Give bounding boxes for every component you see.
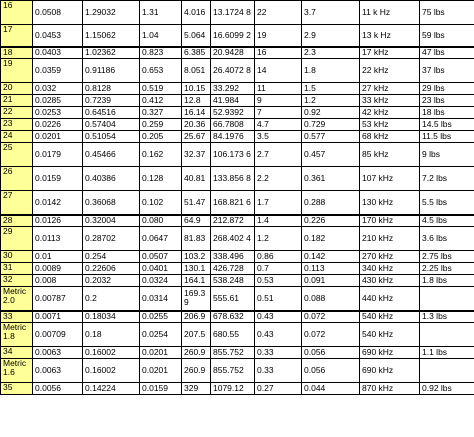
- breaking-force-cell: 1.1 lbs: [420, 347, 474, 359]
- max-amps-power-cell: 0.088: [302, 287, 360, 311]
- diameter-inches-cell: 0.0113: [33, 227, 83, 251]
- ohms-per-km-cell: 260.9: [182, 359, 211, 383]
- area-mm2-cell: 1.04: [140, 25, 182, 47]
- ohms-per-1000ft-cell: 855.752: [211, 347, 255, 359]
- ohms-per-km-cell: 206.9: [182, 311, 211, 323]
- ohms-per-1000ft-cell: 855.752: [211, 359, 255, 383]
- awg-gauge-cell: 16: [1, 1, 33, 25]
- ohms-per-1000ft-cell: 52.9392: [211, 107, 255, 119]
- awg-gauge-cell: 27: [1, 191, 33, 215]
- max-amps-chassis-cell: 0.51: [255, 287, 302, 311]
- max-amps-power-cell: 3.7: [302, 1, 360, 25]
- max-amps-chassis-cell: 22: [255, 1, 302, 25]
- table-row: [1, 323, 474, 347]
- diameter-inches-cell: 0.0403: [33, 47, 83, 59]
- awg-gauge-cell: 29: [1, 227, 33, 251]
- max-amps-chassis-cell: 19: [255, 25, 302, 47]
- breaking-force-cell: [420, 287, 474, 311]
- awg-gauge-cell: 30: [1, 251, 33, 263]
- max-frequency-cell: 13 k Hz: [360, 25, 420, 47]
- area-mm2-cell: 0.0255: [140, 311, 182, 323]
- ohms-per-1000ft-cell: 84.1976: [211, 131, 255, 143]
- max-amps-power-cell: 1.8: [302, 59, 360, 83]
- table-row: [1, 275, 474, 287]
- table-row: [1, 107, 474, 119]
- max-amps-chassis-cell: 0.43: [255, 323, 302, 347]
- ohms-per-km-cell: 169.39: [182, 287, 211, 311]
- ohms-per-km-cell: 12.8: [182, 95, 211, 107]
- area-mm2-cell: 0.259: [140, 119, 182, 131]
- ohms-per-1000ft-cell: 426.728: [211, 263, 255, 275]
- diameter-inches-cell: 0.0142: [33, 191, 83, 215]
- awg-gauge-cell: 19: [1, 59, 33, 83]
- ohms-per-1000ft-cell: 168.821 6: [211, 191, 255, 215]
- diameter-inches-cell: 0.01: [33, 251, 83, 263]
- max-amps-power-cell: 0.457: [302, 143, 360, 167]
- breaking-force-cell: 14.5 lbs: [420, 119, 474, 131]
- max-amps-chassis-cell: 0.27: [255, 383, 302, 395]
- diameter-inches-cell: 0.0126: [33, 215, 83, 227]
- awg-gauge-cell: 23: [1, 119, 33, 131]
- awg-gauge-cell: 22: [1, 107, 33, 119]
- diameter-mm-cell: 0.7239: [83, 95, 140, 107]
- awg-gauge-cell: 26: [1, 167, 33, 191]
- max-amps-power-cell: 0.729: [302, 119, 360, 131]
- diameter-inches-cell: 0.0056: [33, 383, 83, 395]
- max-amps-power-cell: 0.091: [302, 275, 360, 287]
- max-amps-power-cell: 0.226: [302, 215, 360, 227]
- diameter-inches-cell: 0.0071: [33, 311, 83, 323]
- breaking-force-cell: 18 lbs: [420, 107, 474, 119]
- diameter-mm-cell: 0.22606: [83, 263, 140, 275]
- area-mm2-cell: 0.412: [140, 95, 182, 107]
- table-row: [1, 191, 474, 215]
- area-mm2-cell: 0.0507: [140, 251, 182, 263]
- diameter-mm-cell: 1.29032: [83, 1, 140, 25]
- max-amps-chassis-cell: 2.2: [255, 167, 302, 191]
- ohms-per-1000ft-cell: 212.872: [211, 215, 255, 227]
- awg-gauge-cell: 28: [1, 215, 33, 227]
- area-mm2-cell: 0.0314: [140, 287, 182, 311]
- diameter-mm-cell: 0.18034: [83, 311, 140, 323]
- breaking-force-cell: 47 lbs: [420, 47, 474, 59]
- max-frequency-cell: 68 kHz: [360, 131, 420, 143]
- max-amps-power-cell: 0.072: [302, 323, 360, 347]
- max-frequency-cell: 33 kHz: [360, 95, 420, 107]
- diameter-inches-cell: 0.00709: [33, 323, 83, 347]
- max-amps-power-cell: 0.072: [302, 311, 360, 323]
- diameter-inches-cell: 0.008: [33, 275, 83, 287]
- max-frequency-cell: 85 kHz: [360, 143, 420, 167]
- ohms-per-1000ft-cell: 338.496: [211, 251, 255, 263]
- breaking-force-cell: 0.92 lbs: [420, 383, 474, 395]
- max-frequency-cell: 170 kHz: [360, 215, 420, 227]
- max-amps-chassis-cell: 7: [255, 107, 302, 119]
- ohms-per-km-cell: 6.385: [182, 47, 211, 59]
- max-frequency-cell: 53 kHz: [360, 119, 420, 131]
- awg-gauge-cell: 31: [1, 263, 33, 275]
- table-row: [1, 383, 474, 395]
- diameter-mm-cell: 0.254: [83, 251, 140, 263]
- awg-gauge-cell: Metric 1.6: [1, 359, 33, 383]
- ohms-per-km-cell: 130.1: [182, 263, 211, 275]
- max-frequency-cell: 440 kHz: [360, 287, 420, 311]
- ohms-per-1000ft-cell: 133.856 8: [211, 167, 255, 191]
- ohms-per-km-cell: 81.83: [182, 227, 211, 251]
- ohms-per-km-cell: 329: [182, 383, 211, 395]
- max-amps-power-cell: 2.9: [302, 25, 360, 47]
- breaking-force-cell: [420, 359, 474, 383]
- max-frequency-cell: 690 kHz: [360, 347, 420, 359]
- ohms-per-km-cell: 16.14: [182, 107, 211, 119]
- breaking-force-cell: 1.3 lbs: [420, 311, 474, 323]
- ohms-per-1000ft-cell: 66.7808: [211, 119, 255, 131]
- breaking-force-cell: 3.6 lbs: [420, 227, 474, 251]
- max-frequency-cell: 130 kHz: [360, 191, 420, 215]
- diameter-mm-cell: 0.36068: [83, 191, 140, 215]
- max-frequency-cell: 690 kHz: [360, 359, 420, 383]
- breaking-force-cell: 11.5 lbs: [420, 131, 474, 143]
- awg-gauge-cell: 33: [1, 311, 33, 323]
- max-amps-chassis-cell: 4.7: [255, 119, 302, 131]
- max-amps-chassis-cell: 0.33: [255, 347, 302, 359]
- diameter-inches-cell: 0.0508: [33, 1, 83, 25]
- table-row: [1, 1, 474, 25]
- max-frequency-cell: 430 kHz: [360, 275, 420, 287]
- ohms-per-km-cell: 4.016: [182, 1, 211, 25]
- ohms-per-km-cell: 260.9: [182, 347, 211, 359]
- breaking-force-cell: 75 lbs: [420, 1, 474, 25]
- diameter-mm-cell: 1.02362: [83, 47, 140, 59]
- max-amps-power-cell: 2.3: [302, 47, 360, 59]
- max-amps-power-cell: 0.577: [302, 131, 360, 143]
- breaking-force-cell: 1.8 lbs: [420, 275, 474, 287]
- area-mm2-cell: 0.327: [140, 107, 182, 119]
- area-mm2-cell: 0.162: [140, 143, 182, 167]
- max-amps-chassis-cell: 11: [255, 83, 302, 95]
- table-row: [1, 59, 474, 83]
- max-amps-power-cell: 0.182: [302, 227, 360, 251]
- max-frequency-cell: 270 kHz: [360, 251, 420, 263]
- max-amps-chassis-cell: 0.53: [255, 275, 302, 287]
- area-mm2-cell: 0.653: [140, 59, 182, 83]
- diameter-inches-cell: 0.0179: [33, 143, 83, 167]
- max-amps-power-cell: 1.2: [302, 95, 360, 107]
- max-amps-power-cell: 0.142: [302, 251, 360, 263]
- ohms-per-1000ft-cell: 538.248: [211, 275, 255, 287]
- max-amps-power-cell: 1.5: [302, 83, 360, 95]
- ohms-per-1000ft-cell: 680.55: [211, 323, 255, 347]
- table-row: [1, 263, 474, 275]
- awg-gauge-cell: 17: [1, 25, 33, 47]
- table-row: [1, 119, 474, 131]
- awg-gauge-cell: Metric 2.0: [1, 287, 33, 311]
- max-frequency-cell: 42 kHz: [360, 107, 420, 119]
- table-row: [1, 287, 474, 311]
- ohms-per-1000ft-cell: 33.292: [211, 83, 255, 95]
- max-amps-power-cell: 0.113: [302, 263, 360, 275]
- table-row: [1, 311, 474, 323]
- awg-gauge-cell: 21: [1, 95, 33, 107]
- max-frequency-cell: 11 k Hz: [360, 1, 420, 25]
- diameter-mm-cell: 0.28702: [83, 227, 140, 251]
- ohms-per-km-cell: 51.47: [182, 191, 211, 215]
- ohms-per-km-cell: 64.9: [182, 215, 211, 227]
- area-mm2-cell: 0.0201: [140, 359, 182, 383]
- area-mm2-cell: 0.205: [140, 131, 182, 143]
- diameter-mm-cell: 0.16002: [83, 347, 140, 359]
- diameter-mm-cell: 0.57404: [83, 119, 140, 131]
- diameter-inches-cell: 0.0063: [33, 347, 83, 359]
- diameter-inches-cell: 0.0201: [33, 131, 83, 143]
- max-amps-chassis-cell: 3.5: [255, 131, 302, 143]
- max-frequency-cell: 22 kHz: [360, 59, 420, 83]
- max-frequency-cell: 107 kHz: [360, 167, 420, 191]
- max-frequency-cell: 540 kHz: [360, 323, 420, 347]
- max-amps-chassis-cell: 0.7: [255, 263, 302, 275]
- ohms-per-km-cell: 207.5: [182, 323, 211, 347]
- awg-gauge-cell: 34: [1, 347, 33, 359]
- breaking-force-cell: 23 lbs: [420, 95, 474, 107]
- diameter-inches-cell: 0.0359: [33, 59, 83, 83]
- diameter-inches-cell: 0.00787: [33, 287, 83, 311]
- diameter-mm-cell: 0.16002: [83, 359, 140, 383]
- ohms-per-1000ft-cell: 41.984: [211, 95, 255, 107]
- area-mm2-cell: 0.0401: [140, 263, 182, 275]
- ohms-per-1000ft-cell: 555.61: [211, 287, 255, 311]
- max-amps-chassis-cell: 16: [255, 47, 302, 59]
- diameter-mm-cell: 0.64516: [83, 107, 140, 119]
- ohms-per-km-cell: 25.67: [182, 131, 211, 143]
- breaking-force-cell: 37 lbs: [420, 59, 474, 83]
- area-mm2-cell: 0.0159: [140, 383, 182, 395]
- diameter-mm-cell: 0.2: [83, 287, 140, 311]
- table-row: [1, 227, 474, 251]
- max-amps-chassis-cell: 1.2: [255, 227, 302, 251]
- area-mm2-cell: 0.519: [140, 83, 182, 95]
- table-body: [1, 1, 474, 395]
- table-row: [1, 251, 474, 263]
- breaking-force-cell: 7.2 lbs: [420, 167, 474, 191]
- ohms-per-km-cell: 164.1: [182, 275, 211, 287]
- diameter-mm-cell: 1.15062: [83, 25, 140, 47]
- breaking-force-cell: 29 lbs: [420, 83, 474, 95]
- diameter-mm-cell: 0.8128: [83, 83, 140, 95]
- max-amps-power-cell: 0.056: [302, 359, 360, 383]
- awg-gauge-cell: 32: [1, 275, 33, 287]
- ohms-per-1000ft-cell: 268.402 4: [211, 227, 255, 251]
- max-amps-power-cell: 0.056: [302, 347, 360, 359]
- breaking-force-cell: [420, 323, 474, 347]
- diameter-mm-cell: 0.51054: [83, 131, 140, 143]
- diameter-inches-cell: 0.0226: [33, 119, 83, 131]
- ohms-per-1000ft-cell: 13.1724 8: [211, 1, 255, 25]
- max-amps-chassis-cell: 9: [255, 95, 302, 107]
- table-row: [1, 47, 474, 59]
- max-amps-chassis-cell: 2.7: [255, 143, 302, 167]
- table-row: [1, 131, 474, 143]
- area-mm2-cell: 0.128: [140, 167, 182, 191]
- max-amps-chassis-cell: 0.86: [255, 251, 302, 263]
- breaking-force-cell: 5.5 lbs: [420, 191, 474, 215]
- max-amps-chassis-cell: 1.7: [255, 191, 302, 215]
- ohms-per-1000ft-cell: 678.632: [211, 311, 255, 323]
- breaking-force-cell: 59 lbs: [420, 25, 474, 47]
- max-frequency-cell: 340 kHz: [360, 263, 420, 275]
- table-row: [1, 167, 474, 191]
- area-mm2-cell: 0.102: [140, 191, 182, 215]
- area-mm2-cell: 0.0647: [140, 227, 182, 251]
- max-frequency-cell: 17 kHz: [360, 47, 420, 59]
- area-mm2-cell: 0.0201: [140, 347, 182, 359]
- max-amps-chassis-cell: 0.33: [255, 359, 302, 383]
- max-frequency-cell: 540 kHz: [360, 311, 420, 323]
- diameter-inches-cell: 0.0089: [33, 263, 83, 275]
- diameter-inches-cell: 0.0453: [33, 25, 83, 47]
- ohms-per-km-cell: 8.051: [182, 59, 211, 83]
- area-mm2-cell: 0.0254: [140, 323, 182, 347]
- max-frequency-cell: 27 kHz: [360, 83, 420, 95]
- breaking-force-cell: 2.75 lbs: [420, 251, 474, 263]
- ohms-per-1000ft-cell: 20.9428: [211, 47, 255, 59]
- area-mm2-cell: 0.823: [140, 47, 182, 59]
- diameter-mm-cell: 0.32004: [83, 215, 140, 227]
- breaking-force-cell: 2.25 lbs: [420, 263, 474, 275]
- breaking-force-cell: 9 lbs: [420, 143, 474, 167]
- max-frequency-cell: 210 kHz: [360, 227, 420, 251]
- ohms-per-1000ft-cell: 1079.12: [211, 383, 255, 395]
- max-frequency-cell: 870 kHz: [360, 383, 420, 395]
- table-row: [1, 215, 474, 227]
- diameter-inches-cell: 0.032: [33, 83, 83, 95]
- diameter-inches-cell: 0.0285: [33, 95, 83, 107]
- table-row: [1, 95, 474, 107]
- ohms-per-km-cell: 5.064: [182, 25, 211, 47]
- diameter-mm-cell: 0.40386: [83, 167, 140, 191]
- awg-gauge-cell: 35: [1, 383, 33, 395]
- area-mm2-cell: 0.0324: [140, 275, 182, 287]
- table-row: [1, 143, 474, 167]
- awg-gauge-cell: 18: [1, 47, 33, 59]
- ohms-per-km-cell: 40.81: [182, 167, 211, 191]
- ohms-per-1000ft-cell: 106.173 6: [211, 143, 255, 167]
- max-amps-chassis-cell: 14: [255, 59, 302, 83]
- breaking-force-cell: 4.5 lbs: [420, 215, 474, 227]
- max-amps-power-cell: 0.044: [302, 383, 360, 395]
- ohms-per-km-cell: 32.37: [182, 143, 211, 167]
- diameter-inches-cell: 0.0159: [33, 167, 83, 191]
- awg-gauge-cell: 24: [1, 131, 33, 143]
- area-mm2-cell: 0.080: [140, 215, 182, 227]
- table-row: [1, 83, 474, 95]
- awg-gauge-cell: Metric 1.8: [1, 323, 33, 347]
- max-amps-chassis-cell: 0.43: [255, 311, 302, 323]
- max-amps-chassis-cell: 1.4: [255, 215, 302, 227]
- diameter-mm-cell: 0.2032: [83, 275, 140, 287]
- max-amps-power-cell: 0.288: [302, 191, 360, 215]
- awg-gauge-cell: 20: [1, 83, 33, 95]
- diameter-inches-cell: 0.0063: [33, 359, 83, 383]
- awg-gauge-cell: 25: [1, 143, 33, 167]
- ohms-per-km-cell: 10.15: [182, 83, 211, 95]
- table-row: [1, 347, 474, 359]
- ohms-per-km-cell: 20.36: [182, 119, 211, 131]
- table-row: [1, 25, 474, 47]
- diameter-mm-cell: 0.14224: [83, 383, 140, 395]
- diameter-inches-cell: 0.0253: [33, 107, 83, 119]
- diameter-mm-cell: 0.18: [83, 323, 140, 347]
- table-row: [1, 359, 474, 383]
- ohms-per-1000ft-cell: 16.6099 2: [211, 25, 255, 47]
- max-amps-power-cell: 0.361: [302, 167, 360, 191]
- ohms-per-km-cell: 103.2: [182, 251, 211, 263]
- diameter-mm-cell: 0.91186: [83, 59, 140, 83]
- area-mm2-cell: 1.31: [140, 1, 182, 25]
- diameter-mm-cell: 0.45466: [83, 143, 140, 167]
- ohms-per-1000ft-cell: 26.4072 8: [211, 59, 255, 83]
- max-amps-power-cell: 0.92: [302, 107, 360, 119]
